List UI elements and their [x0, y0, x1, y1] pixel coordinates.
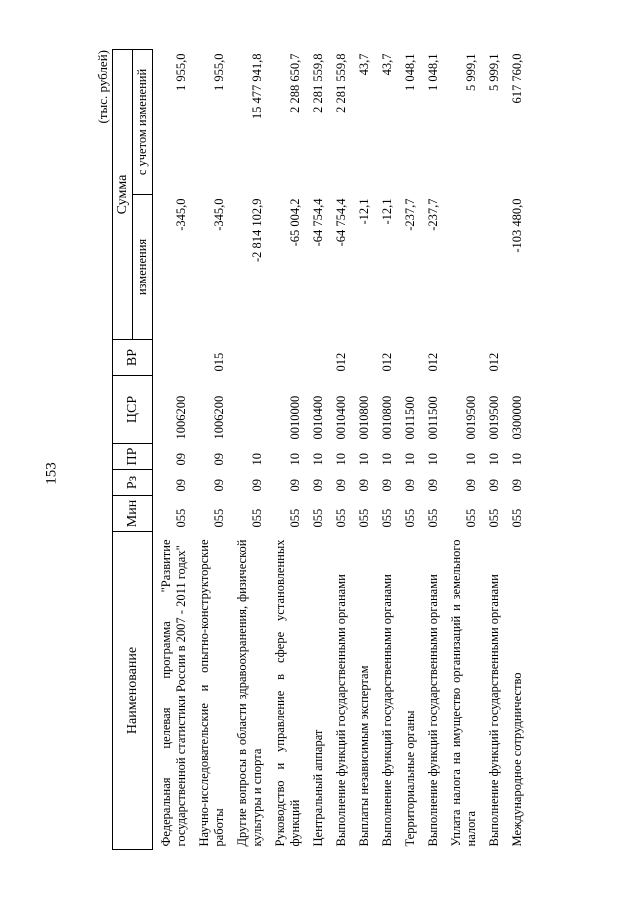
cell-vr: 012: [426, 352, 440, 372]
cell-change: -12,1: [380, 198, 394, 225]
cell-rz: 09: [250, 479, 264, 492]
cell-csr: 0300000: [510, 395, 524, 440]
cell-csr: 0010400: [311, 395, 325, 440]
col-header-change: изменения: [133, 195, 153, 340]
cell-csr: 0010400: [334, 395, 348, 440]
cell-total: 5 999,1: [487, 53, 501, 91]
cell-rz: 09: [174, 479, 188, 492]
cell-pr: 10: [380, 453, 394, 466]
cell-name: Выполнение функций государственными органами: [487, 574, 501, 847]
cell-vr: [153, 340, 192, 376]
cell-change: [443, 195, 481, 340]
table-row: [229, 50, 267, 850]
cell-vr: [397, 340, 420, 376]
cell-total: 43,7: [357, 53, 371, 76]
cell-name: Другие вопросы в области здравоохранения, физической культуры и спорта: [235, 539, 264, 847]
cell-min: 055: [174, 508, 188, 528]
cell-min: 055: [510, 508, 524, 528]
cell-min: 055: [357, 508, 371, 528]
cell-pr: 10: [311, 453, 325, 466]
cell-min: 055: [250, 508, 264, 528]
cell-vr: 012: [334, 352, 348, 372]
cell-pr: 10: [288, 453, 302, 466]
cell-vr: [305, 340, 328, 376]
cell-change: -345,0: [212, 198, 226, 231]
table-row: [267, 50, 305, 850]
cell-change: -12,1: [357, 198, 371, 225]
cell-change: -237,7: [426, 198, 440, 231]
cell-pr: 10: [464, 453, 478, 466]
col-header-name: Наименование: [113, 532, 153, 850]
cell-rz: 09: [464, 479, 478, 492]
cell-rz: 09: [212, 479, 226, 492]
table-row: [397, 50, 420, 850]
cell-csr: 0011500: [403, 396, 417, 440]
table-row: [374, 50, 397, 850]
cell-rz: 09: [510, 479, 524, 492]
cell-name: Научно-исследовательские и опытно-конструкторские работы: [197, 539, 226, 847]
cell-vr: [443, 340, 481, 376]
cell-pr: 09: [212, 453, 226, 466]
table-row: [481, 50, 504, 850]
cell-name: Международное сотрудничество: [510, 672, 524, 847]
cell-vr: 015: [212, 352, 226, 372]
table-row: [191, 50, 229, 850]
col-header-pr: ПР: [113, 444, 153, 470]
cell-change: [481, 195, 504, 340]
cell-csr: 1006200: [174, 395, 188, 440]
cell-vr: [267, 340, 305, 376]
cell-total: 1 955,0: [212, 53, 226, 91]
cell-csr: 0019500: [464, 395, 478, 440]
cell-min: 055: [288, 508, 302, 528]
cell-pr: 10: [487, 453, 501, 466]
cell-csr: 0010800: [380, 395, 394, 440]
cell-pr: 10: [403, 453, 417, 466]
cell-rz: 09: [426, 479, 440, 492]
table-row: [153, 50, 192, 850]
cell-min: 055: [426, 508, 440, 528]
cell-min: 055: [380, 508, 394, 528]
cell-change: -65 004,2: [288, 198, 302, 247]
col-header-rz: Рз: [113, 470, 153, 496]
cell-min: 055: [403, 508, 417, 528]
table-row: [443, 50, 481, 850]
cell-change: -103 480,0: [510, 198, 524, 253]
page-number: 153: [43, 462, 60, 485]
cell-total: 1 955,0: [174, 53, 188, 91]
cell-name: Федеральная целевая программа "Развитие государственной статистики России в 2007 - 2011 годах": [159, 539, 188, 847]
cell-total: 15 477 941,8: [250, 53, 264, 120]
cell-rz: 09: [487, 479, 501, 492]
cell-change: -64 754,4: [334, 198, 348, 247]
cell-rz: 09: [311, 479, 325, 492]
cell-pr: 10: [510, 453, 524, 466]
rotated-table-area: [95, 50, 555, 850]
cell-rz: 09: [380, 479, 394, 492]
table-row: [328, 50, 351, 850]
cell-rz: 09: [334, 479, 348, 492]
table-row: [351, 50, 374, 850]
col-header-with-change: с учетом изменений: [133, 50, 153, 195]
cell-name: Выполнение функций государственными органами: [334, 574, 348, 847]
cell-pr: 10: [426, 453, 440, 466]
cell-vr: [229, 340, 267, 376]
budget-table: [112, 49, 527, 850]
cell-change: -345,0: [174, 198, 188, 231]
cell-min: 055: [487, 508, 501, 528]
cell-name: Выплаты независимым экспертам: [357, 665, 371, 847]
col-header-sum: Сумма: [113, 50, 133, 340]
cell-csr: [229, 376, 267, 444]
units-label: (тыс. рублей): [95, 50, 110, 124]
cell-min: 055: [464, 508, 478, 528]
col-header-min: Мин: [113, 496, 153, 532]
table-row: [504, 50, 527, 850]
cell-csr: 0011500: [426, 396, 440, 440]
cell-total: 617 760,0: [510, 53, 524, 104]
cell-rz: 09: [288, 479, 302, 492]
cell-csr: 0019500: [487, 395, 501, 440]
table-row: [420, 50, 443, 850]
cell-pr: 10: [357, 453, 371, 466]
table-body: [153, 50, 528, 850]
cell-pr: 10: [334, 453, 348, 466]
cell-pr: 09: [174, 453, 188, 466]
cell-total: 43,7: [380, 53, 394, 76]
cell-name: Уплата налога на имущество организаций и земельного налога: [449, 539, 478, 847]
cell-name: Выполнение функций государственными органами: [380, 574, 394, 847]
cell-vr: [351, 340, 374, 376]
cell-csr: 0010000: [288, 395, 302, 440]
cell-total: 2 281 559,8: [311, 53, 325, 113]
col-header-vr: ВР: [113, 340, 153, 376]
cell-change: -64 754,4: [311, 198, 325, 247]
cell-csr: 1006200: [212, 395, 226, 440]
cell-name: Центральный аппарат: [311, 729, 325, 847]
cell-total: 2 281 559,8: [334, 53, 348, 113]
table-row: [305, 50, 328, 850]
cell-total: 1 048,1: [426, 53, 440, 91]
cell-name: Территориальные органы: [403, 710, 417, 847]
cell-change: -2 814 102,9: [250, 198, 264, 263]
cell-csr: 0010800: [357, 395, 371, 440]
cell-name: Руководство и управление в сфере установленных функций: [273, 539, 302, 847]
cell-name: Выполнение функций государственными органами: [426, 574, 440, 847]
cell-rz: 09: [357, 479, 371, 492]
cell-total: 2 288 650,7: [288, 53, 302, 113]
cell-vr: [504, 340, 527, 376]
cell-vr: 012: [487, 352, 501, 372]
cell-change: -237,7: [403, 198, 417, 231]
cell-min: 055: [334, 508, 348, 528]
cell-vr: 012: [380, 352, 394, 372]
cell-pr: 10: [250, 453, 264, 466]
col-header-csr: ЦСР: [113, 376, 153, 444]
cell-total: 1 048,1: [403, 53, 417, 91]
table-header-row: [113, 50, 133, 850]
cell-min: 055: [212, 508, 226, 528]
cell-total: 5 999,1: [464, 53, 478, 91]
cell-rz: 09: [403, 479, 417, 492]
cell-min: 055: [311, 508, 325, 528]
